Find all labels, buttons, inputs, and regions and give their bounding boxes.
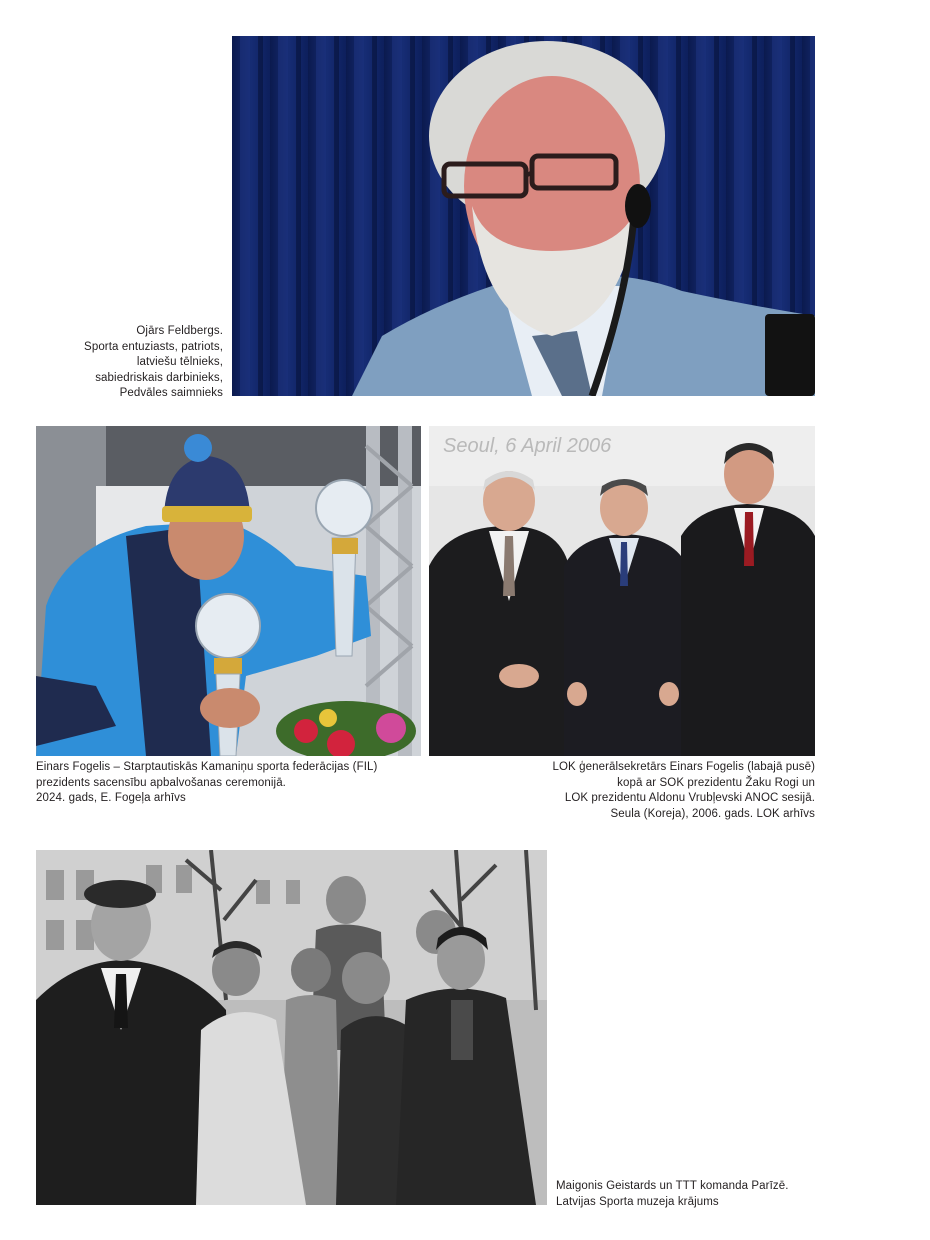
caption-anoc-session-line-3: LOK prezidentu Aldonu Vrubļevski ANOC sesijā. [564, 792, 815, 804]
caption-anoc-session [553, 760, 816, 822]
photo-fogelis-award [36, 426, 421, 756]
photo-feldbergs-graphic [232, 36, 815, 396]
caption-fogelis-award-line-3: 2024. gads, E. Fogeļa arhīvs [36, 792, 186, 804]
photo-paris-team-graphic [36, 850, 547, 1205]
caption-feldbergs-line-3: latviešu tēlnieks, [136, 356, 223, 368]
photo-paris-team [36, 850, 547, 1205]
caption-fogelis-award-line-2: prezidents sacensību apbalvošanas ceremonijā. [36, 776, 286, 789]
caption-feldbergs [84, 324, 223, 402]
caption-paris-team-line-2: Latvijas Sporta muzeja krājums [556, 1195, 719, 1208]
caption-feldbergs-line-5: Pedvāles saimnieks [119, 387, 223, 399]
caption-paris-team-line-1: Maigonis Geistards un TTT komanda Parīzē. [556, 1180, 789, 1192]
caption-paris-team [556, 1179, 789, 1210]
caption-fogelis-award [36, 760, 377, 807]
photo-anoc-session [429, 426, 815, 756]
photo-ojars-feldbergs [232, 36, 815, 396]
anoc-banner-text: Seoul, 6 April 2006 [443, 435, 612, 457]
caption-anoc-session-line-1: LOK ģenerālsekretārs Einars Fogelis (labajā pusē) [552, 761, 815, 773]
photo-fogelis-award-graphic [36, 426, 421, 756]
caption-feldbergs-line-2: Sporta entuziasts, patriots, [84, 340, 223, 353]
caption-fogelis-award-line-1: Einars Fogelis – Starptautiskās Kamaniņu sporta federācijas (FIL) [36, 761, 378, 773]
caption-feldbergs-line-4: sabiedriskais darbinieks, [95, 371, 223, 384]
caption-anoc-session-line-4: Seula (Koreja), 2006. gads. LOK arhīvs [610, 807, 815, 820]
caption-feldbergs-line-1: Ojārs Feldbergs. [136, 325, 223, 337]
photo-anoc-session-graphic [429, 426, 815, 756]
caption-anoc-session-line-2: kopā ar SOK prezidentu Žaku Rogi un [617, 776, 815, 789]
